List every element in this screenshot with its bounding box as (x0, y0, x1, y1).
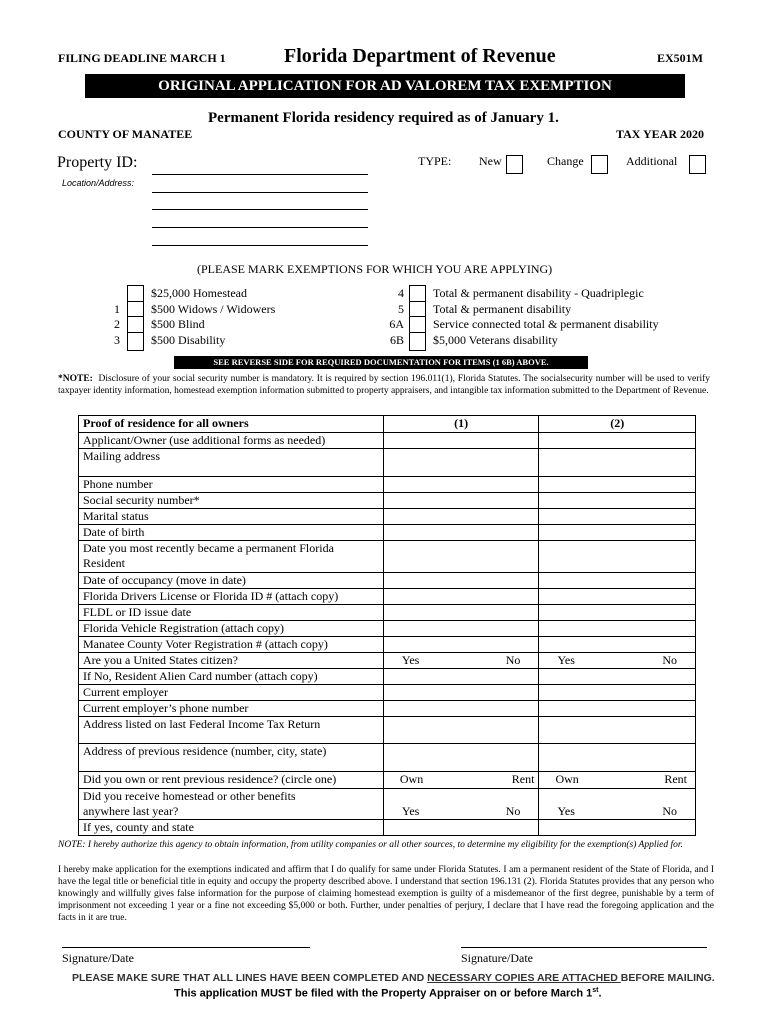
exemption-label: $500 Disability (151, 333, 226, 347)
yes-option[interactable]: Yes (401, 653, 420, 667)
table-row (79, 789, 696, 820)
filing-requirement-text: This application MUST be filed with the Property Appraiser on or before March 1 (174, 987, 593, 1000)
citizen-2-cell[interactable] (539, 653, 696, 669)
table-row (79, 669, 696, 685)
voter-2-cell[interactable] (539, 637, 696, 653)
row-label: Social security number* (79, 493, 384, 509)
no-option[interactable]: No (505, 653, 521, 667)
row-label: Marital status (79, 509, 384, 525)
reminder-part-underlined: NECESSARY COPIES ARE ATTACHED (427, 972, 621, 984)
note-label: *NOTE: (58, 374, 93, 384)
exemption-label: Service connected total & permanent disability (433, 317, 659, 331)
residency-proof-table (78, 415, 696, 836)
county-state-1-cell[interactable] (383, 820, 539, 836)
table-row (79, 621, 696, 637)
row-label: Address of previous residence (number, city, state) (79, 744, 384, 772)
yes-option[interactable]: Yes (401, 804, 420, 818)
location-field-line-4[interactable] (152, 245, 368, 246)
type-new-checkbox[interactable] (506, 155, 523, 174)
table-header-owner-2: (2) (539, 416, 696, 433)
type-additional-label: Additional (626, 154, 678, 168)
citizen-1-cell[interactable] (383, 653, 539, 669)
reverse-side-note: SEE REVERSE SIDE FOR REQUIRED DOCUMENTATION FOR ITEMS (1 6B) ABOVE. (174, 356, 588, 369)
row-label-line: anywhere last year? (83, 804, 179, 818)
row-label: Address listed on last Federal Income Tax Return (79, 717, 384, 744)
tax-year: TAX YEAR 2020 (616, 127, 705, 141)
own-option[interactable]: Own (555, 772, 579, 786)
exemption-num: 6B (389, 333, 404, 347)
table-row (79, 541, 696, 573)
marital-1-cell[interactable] (383, 509, 539, 525)
fldl-date-1-cell[interactable] (383, 605, 539, 621)
row-label: Current employer’s phone number (79, 701, 384, 717)
type-change-label: Change (547, 154, 584, 168)
rent-option[interactable]: Rent (664, 772, 687, 786)
filing-requirement-sup: st (592, 987, 599, 994)
exemption-num: 1 (114, 302, 120, 316)
table-row (79, 772, 696, 789)
resident-date-2-cell[interactable] (539, 541, 696, 573)
employer-1-cell[interactable] (383, 685, 539, 701)
row-label: Phone number (79, 477, 384, 493)
row-label: Date of occupancy (move in date) (79, 573, 384, 589)
row-label-line: Resident (83, 556, 125, 570)
applicant-2-cell[interactable] (539, 433, 696, 449)
no-option[interactable]: No (505, 804, 521, 818)
row-label-line: Did you receive homestead or other benefits (83, 789, 296, 803)
filing-deadline: FILING DEADLINE MARCH 1 (58, 51, 226, 65)
exemption-label: $25,000 Homestead (151, 286, 247, 300)
row-label (79, 541, 384, 573)
table-row (79, 653, 696, 669)
type-label: TYPE: (418, 154, 452, 168)
exemption-num: 6A (389, 317, 404, 331)
table-row (79, 685, 696, 701)
property-id-label: Property ID: (57, 154, 138, 171)
exemption-num: 3 (114, 333, 120, 347)
yes-option[interactable]: Yes (557, 653, 575, 667)
own-option[interactable]: Own (399, 772, 424, 786)
tax-return-1-cell[interactable] (383, 717, 539, 744)
department-title: Florida Department of Revenue (284, 45, 556, 67)
type-new-label: New (479, 154, 502, 168)
table-row (79, 477, 696, 493)
phone-1-cell[interactable] (383, 477, 539, 493)
exemption-label: $5,000 Veterans disability (433, 333, 558, 347)
ssn-2-cell[interactable] (539, 493, 696, 509)
exemption-num: 2 (114, 317, 120, 331)
location-field-line-1[interactable] (152, 192, 368, 193)
ssn-1-cell[interactable] (383, 493, 539, 509)
employer-phone-2-cell[interactable] (539, 701, 696, 717)
table-row (79, 573, 696, 589)
exemption-num: 4 (398, 286, 404, 300)
exemption-disability-checkbox[interactable] (127, 332, 144, 351)
tax-return-2-cell[interactable] (539, 717, 696, 744)
table-row (79, 449, 696, 477)
residency-requirement: Permanent Florida residency required as of January 1. (208, 110, 559, 126)
phone-2-cell[interactable] (539, 477, 696, 493)
occupancy-2-cell[interactable] (539, 573, 696, 589)
row-label: Mailing address (79, 449, 384, 477)
benefits-1-cell[interactable] (383, 789, 539, 820)
prev-address-1-cell[interactable] (383, 744, 539, 772)
row-label: Current employer (79, 685, 384, 701)
exemption-instruction: (PLEASE MARK EXEMPTIONS FOR WHICH YOU ARE APPLYING) (197, 262, 553, 276)
own-rent-2-cell[interactable] (539, 772, 696, 789)
occupancy-1-cell[interactable] (383, 573, 539, 589)
applicant-1-cell[interactable] (383, 433, 539, 449)
filing-requirement-end: . (598, 987, 602, 1000)
table-header-row (79, 416, 696, 433)
vehicle-2-cell[interactable] (539, 621, 696, 637)
rent-option[interactable]: Rent (511, 772, 535, 786)
table-row (79, 637, 696, 653)
location-label: Location/Address: (62, 178, 135, 188)
row-label: Manatee County Voter Registration # (attach copy) (79, 637, 384, 653)
mailing-1-cell[interactable] (383, 449, 539, 477)
no-option[interactable]: No (662, 804, 677, 818)
no-option[interactable]: No (662, 653, 677, 667)
employer-2-cell[interactable] (539, 685, 696, 701)
exemption-num: 5 (398, 302, 404, 316)
exemption-label: Total & permanent disability - Quadriplegic (433, 286, 644, 300)
table-row (79, 820, 696, 836)
declaration-text: I hereby make application for the exemptions indicated and affirm that I do qualify for same under Florida Statutes. I am a permanent resident of the State of Florida, and I have the legal title or beneficial title in equity and occupy the property described above. I understand that section 196.131 (2). Florida Statutes provides that any person who knowingly and willfully gives false information for the purpose of claiming homestead exemption is guilty of a misdemeanor of the first degree, punishable by a term of imprisonment not exceeding 1 year or a fine not exceeding $5,000 or both. Further, under penalties of perjury, I declare that I have read the foregoing application and the facts in it are true. (58, 865, 714, 923)
table-row (79, 717, 696, 744)
ssn-disclosure-note (58, 374, 710, 397)
signature-label-2: Signature/Date (461, 951, 533, 965)
yes-option[interactable]: Yes (557, 804, 575, 818)
row-label: If yes, county and state (79, 820, 384, 836)
property-id-field[interactable] (152, 174, 368, 175)
row-label: FLDL or ID issue date (79, 605, 384, 621)
row-label (79, 789, 384, 820)
own-rent-1-cell[interactable] (383, 772, 539, 789)
county-state-2-cell[interactable] (539, 820, 696, 836)
benefits-2-cell[interactable] (539, 789, 696, 820)
table-row (79, 589, 696, 605)
filing-requirement (174, 987, 602, 1000)
authorization-note: NOTE: I hereby authorize this agency to obtain information, from utility companies or all other sources, to determine my eligibility for the exemption(s) Applied for. (58, 840, 683, 850)
license-2-cell[interactable] (539, 589, 696, 605)
signature-line-2[interactable] (461, 947, 707, 948)
form-title-banner: ORIGINAL APPLICATION FOR AD VALOREM TAX EXEMPTION (85, 74, 685, 98)
note-text: Disclosure of your social security number is mandatory. It is required by section 196.011(1), Florida Statutes. The socialsecurity number will be used to verify taxpayer identity information, homestead exemption information submitted to property appraisers, and intangible tax information submitted to the Department of Revenue. (58, 374, 710, 396)
location-field-line-3[interactable] (152, 227, 368, 228)
dob-1-cell[interactable] (383, 525, 539, 541)
signature-label-1: Signature/Date (62, 951, 134, 965)
signature-line-1[interactable] (62, 947, 310, 948)
table-header-owner-1: (1) (383, 416, 539, 433)
row-label: Florida Vehicle Registration (attach copy) (79, 621, 384, 637)
marital-2-cell[interactable] (539, 509, 696, 525)
table-row (79, 509, 696, 525)
table-row (79, 433, 696, 449)
row-label: Florida Drivers License or Florida ID # (attach copy) (79, 589, 384, 605)
fldl-date-2-cell[interactable] (539, 605, 696, 621)
prev-address-2-cell[interactable] (539, 744, 696, 772)
table-row (79, 605, 696, 621)
type-additional-checkbox[interactable] (689, 155, 706, 174)
row-label: Are you a United States citizen? (79, 653, 384, 669)
row-label-line: Date you most recently became a permanent Florida (83, 541, 334, 555)
reminder-part: BEFORE MAILING. (620, 972, 715, 984)
table-row (79, 701, 696, 717)
exemption-label: $500 Blind (151, 317, 205, 331)
alien-1-cell[interactable] (383, 669, 539, 685)
row-label: If No, Resident Alien Card number (attach copy) (79, 669, 384, 685)
row-label: Applicant/Owner (use additional forms as needed) (79, 433, 384, 449)
reminder-part: PLEASE MAKE SURE THAT ALL LINES HAVE BEEN COMPLETED AND (72, 972, 428, 984)
mailing-2-cell[interactable] (539, 449, 696, 477)
alien-2-cell[interactable] (539, 669, 696, 685)
type-change-checkbox[interactable] (591, 155, 608, 174)
county-label: COUNTY OF MANATEE (58, 127, 193, 141)
resident-date-1-cell[interactable] (383, 541, 539, 573)
vehicle-1-cell[interactable] (383, 621, 539, 637)
voter-1-cell[interactable] (383, 637, 539, 653)
row-label: Did you own or rent previous residence? (circle one) (79, 772, 384, 789)
table-row (79, 744, 696, 772)
table-row (79, 525, 696, 541)
license-1-cell[interactable] (383, 589, 539, 605)
completion-reminder (72, 972, 715, 984)
exemption-veterans-checkbox[interactable] (409, 332, 426, 351)
employer-phone-1-cell[interactable] (383, 701, 539, 717)
table-row (79, 493, 696, 509)
form-number: EX501M (657, 51, 703, 65)
location-field-line-2[interactable] (152, 209, 368, 210)
exemption-label: $500 Widows / Widowers (151, 302, 276, 316)
exemption-label: Total & permanent disability (433, 302, 572, 316)
row-label: Date of birth (79, 525, 384, 541)
dob-2-cell[interactable] (539, 525, 696, 541)
table-header-label: Proof of residence for all owners (79, 416, 384, 433)
